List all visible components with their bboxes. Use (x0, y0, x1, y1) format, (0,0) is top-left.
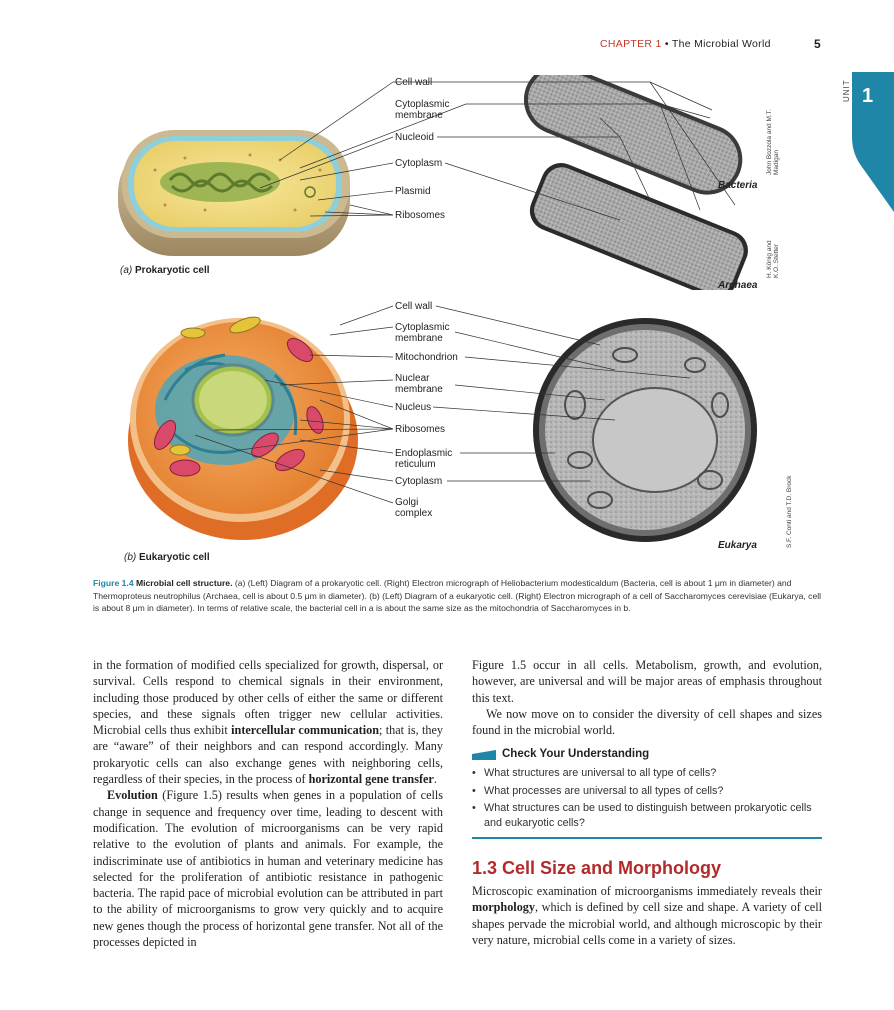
archaea-label: Archaea (718, 280, 758, 291)
left-column (93, 657, 443, 950)
label-mitochondrion: Mitochondrion (395, 352, 458, 363)
unit-tab-number: 1 (862, 85, 874, 107)
list-item: • What structures can be used to distinguish between prokaryotic cells and eukaryotic cells? (472, 801, 822, 830)
right-paragraph-1: Figure 1.5 occur in all cells. Metabolism, growth, and evolution, however, are universal and will be major areas of emphasis throughout this text. (472, 658, 822, 705)
label-cytoplasm: Cytoplasm (395, 158, 443, 169)
label-nucleus: Nucleus (395, 402, 432, 413)
left-paragraph-2: Evolution (Figure 1.5) results when genes in a population of cells change in sequence and frequency over time, leading to descent with modification. The evolution of microorganisms can be very rapid relative to the evolution of plants and animals. For example, the indiscriminate use of antibiotics in human and veterinary medicine has selected for the proliferation of antibiotic resistance in pathogenic bacteria. The rapid pace of microbial evolution can be attributed in part to the ability of microorganisms to grow very quickly and to acquire new genes though the process of horizontal gene transfer. Not all of the processes depicted in (93, 788, 443, 950)
label-plasmid: Plasmid (395, 186, 431, 197)
figure-caption (93, 577, 823, 615)
right-column (472, 657, 822, 738)
label-nucleoid: Nucleoid (395, 132, 434, 143)
label-nuclear-membrane: Nuclear membrane (395, 373, 443, 395)
check-accent-bar (472, 750, 496, 760)
header-separator: • (661, 38, 672, 50)
label-euk-cell-wall: Cell wall (395, 301, 433, 312)
section-divider (472, 837, 822, 839)
credit-archaea: H. König and K.O. Stetter (766, 240, 780, 278)
list-item: • What processes are universal to all types of cells? (472, 784, 822, 799)
unit-tab-label: UNIT (842, 79, 851, 102)
section-paragraph: Microscopic examination of microorganisms immediately reveals their morphology, which is defined by cell size and shape. A variety of cell shapes pervade the microbial world, and although microscopic by their very nature, microbial cells come in a variety of sizes. (472, 884, 822, 947)
label-golgi-complex: Golgi complex (395, 497, 433, 519)
left-paragraph-1: in the formation of modified cells specialized for growth, dispersal, or survival. Cells respond to chemical signals in their environment, including those produced by other cells of either the same or different species, and these signals often trigger new cellular activities. Microbial cells thus exhibit intercellular communication; that is, they are “aware” of their neighbors and can respond accordingly. Many prokaryotic cells can also exchange genes with neighboring cells, regardless of their species, in the process of horizontal gene transfer. (93, 658, 443, 787)
label-euk-cytoplasm: Cytoplasm (395, 476, 443, 487)
chapter-title: The Microbial World (671, 38, 771, 50)
term-intercellular-communication: intercellular communication (231, 723, 379, 738)
label-ribosomes: Ribosomes (395, 210, 446, 221)
bacteria-label: Bacteria (718, 180, 758, 191)
section-heading: 1.3 Cell Size and Morphology (472, 858, 722, 878)
label-euk-ribosomes: Ribosomes (395, 424, 446, 435)
credit-bacteria: John Bozzola and M.T. Madigan (766, 109, 780, 175)
term-evolution: Evolution (107, 788, 158, 803)
label-endoplasmic-reticulum: Endoplasmic reticulum (395, 448, 453, 470)
eukaryote-panel-label: (b) Eukaryotic cell (124, 552, 210, 563)
figure-number: Figure 1.4 (93, 578, 134, 588)
check-title: Check Your Understanding (502, 748, 650, 760)
chapter-label: CHAPTER 1 (600, 38, 662, 50)
eukarya-label: Eukarya (718, 540, 757, 551)
label-euk-cytoplasmic-membrane: Cytoplasmic membrane (395, 322, 450, 344)
list-item: • What structures are universal to all type of cells? (472, 766, 822, 781)
term-horizontal-gene-transfer: horizontal gene transfer (308, 772, 434, 787)
section-body (472, 883, 822, 948)
prokaryote-panel-label: (a) Prokaryotic cell (120, 265, 210, 276)
label-cytoplasmic-membrane: Cytoplasmic membrane (395, 99, 450, 121)
figure-caption-text: (a) (Left) Diagram of a prokaryotic cell. (Right) Electron micrograph of Heliobacterium modesticaldum (Bacteria, cell is about 1 μm in diameter) and Thermoproteus neutrophilus (Archaea, cell is about 0.5 μm in diameter). (b) (Left) Diagram of a eukaryotic cell. (Right) Electron micrograph of a cell of Saccharomyces cerevisiae (Eukarya, cell is about 8 μm in diameter). In terms of relative scale, the bacterial cell in a is about the same size as the mitochondria of Saccharomyces in b. (93, 578, 822, 613)
credit-eukarya: S.F. Conti and T.D. Brock (786, 475, 793, 548)
label-cell-wall: Cell wall (395, 77, 433, 88)
term-morphology: morphology (472, 900, 535, 915)
check-your-understanding (472, 748, 822, 833)
figure-title: Microbial cell structure. (135, 578, 233, 588)
right-paragraph-2: We now move on to consider the diversity of cell shapes and sizes found in the microbial world. (472, 706, 822, 738)
check-list (472, 766, 822, 830)
page-number: 5 (814, 37, 821, 51)
